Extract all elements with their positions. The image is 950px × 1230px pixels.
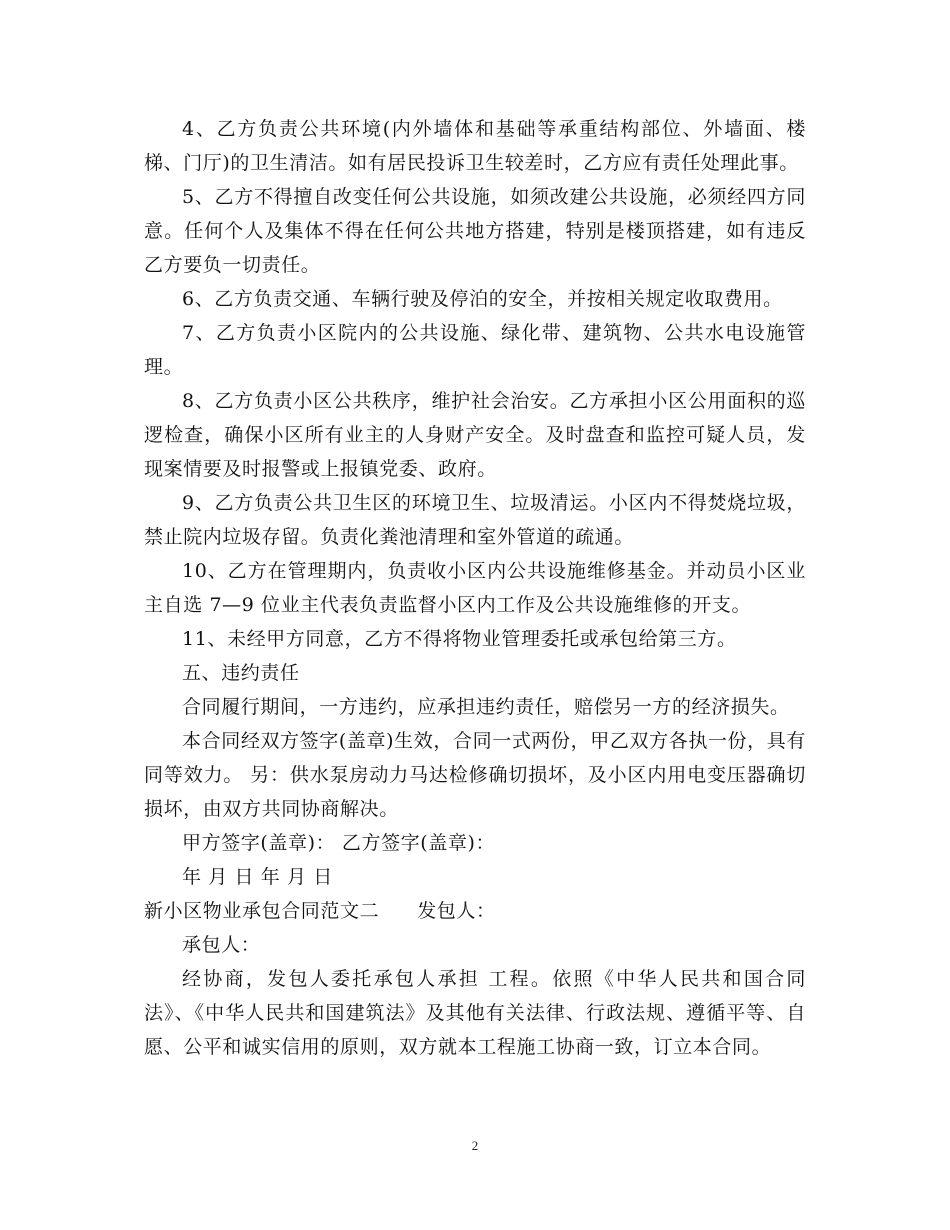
document-body bbox=[144, 112, 806, 1064]
page-number: 2 bbox=[471, 1138, 479, 1153]
clause-4: 4、乙方负责公共环境(内外墙体和基础等承重结构部位、外墙面、楼梯、门厅)的卫生清洁。如有居民投诉卫生较差时，乙方应有责任处理此事。 bbox=[144, 118, 806, 174]
signature-line: 甲方签字(盖章)： 乙方签字(盖章)： bbox=[182, 832, 496, 854]
clause-8: 8、乙方负责小区公共秩序，维护社会治安。乙方承担小区公用面积的巡逻检查，确保小区所有业主的人身财产安全。及时盘查和监控可疑人员，发现案情要及时报警或上报镇党委、政府。 bbox=[144, 390, 806, 480]
clause-9: 9、乙方负责公共卫生区的环境卫生、垃圾清运。小区内不得焚烧垃圾，禁止院内垃圾存留。负责化粪池清理和室外管道的疏通。 bbox=[144, 492, 806, 548]
section-heading-breach: 五、违约责任 bbox=[182, 662, 300, 684]
clause-5: 5、乙方不得擅自改变任何公共设施，如须改建公共设施，必须经四方同意。任何个人及集体不得在任何公共地方搭建，特别是楼顶搭建，如有违反乙方要负一切责任。 bbox=[144, 186, 806, 276]
contractor-label: 承包人： bbox=[182, 934, 261, 956]
clause-7: 7、乙方负责小区院内的公共设施、绿化带、建筑物、公共水电设施管理。 bbox=[144, 322, 806, 378]
date-line: 年 月 日 年 月 日 bbox=[182, 866, 333, 888]
breach-paragraph: 合同履行期间，一方违约，应承担违约责任，赔偿另一方的经济损失。 bbox=[182, 696, 790, 718]
preamble-paragraph: 经协商，发包人委托承包人承担 工程。依照《中华人民共和国合同法》、《中华人民共和国建筑法》及其他有关法律、行政法规、遵循平等、自愿、公平和诚实信用的原则，双方就本工程施工协商一致，订立本合同。 bbox=[144, 968, 806, 1058]
contract-title: 新小区物业承包合同范文二 bbox=[144, 900, 380, 922]
effect-paragraph: 本合同经双方签字(盖章)生效，合同一式两份，甲乙双方各执一份，具有同等效力。 另：供水泵房动力马达检修确切损坏，及小区内用电变压器确切损坏，由双方共同协商解决。 bbox=[144, 730, 806, 820]
employer-label: 发包人： bbox=[417, 900, 496, 922]
clause-11: 11、未经甲方同意，乙方不得将物业管理委托或承包给第三方。 bbox=[182, 628, 737, 650]
contract-title-line bbox=[144, 894, 806, 928]
clause-10: 10、乙方在管理期内，负责收小区内公共设施维修基金。并动员小区业主自选 7—9 位业主代表负责监督小区内工作及公共设施维修的开支。 bbox=[144, 560, 806, 616]
clause-6: 6、乙方负责交通、车辆行驶及停泊的安全，并按相关规定收取费用。 bbox=[182, 288, 783, 310]
